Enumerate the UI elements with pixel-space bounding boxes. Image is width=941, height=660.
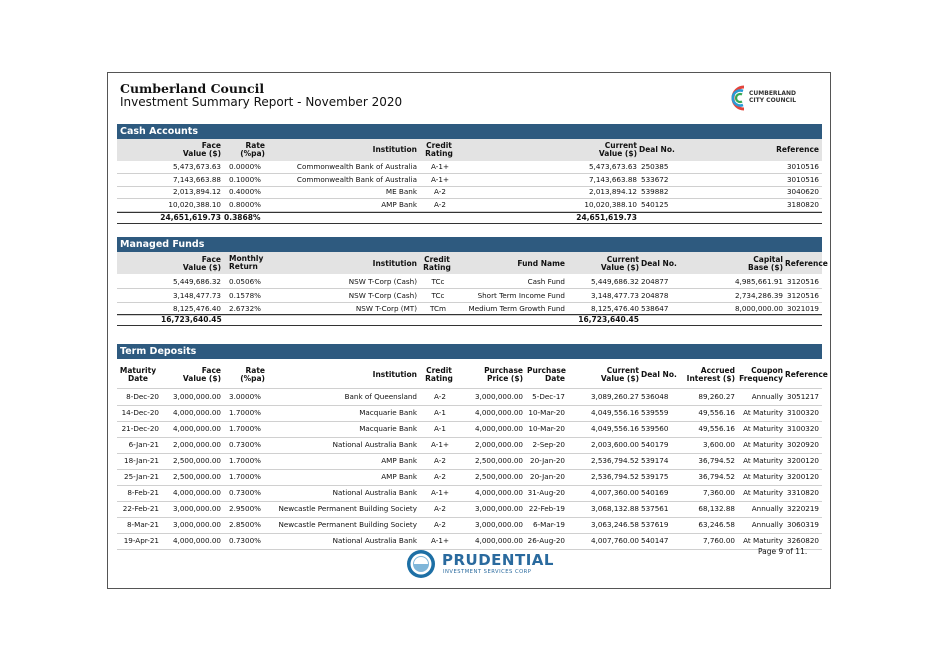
term-purchase-price: 3,000,000.00 xyxy=(474,520,523,529)
council-logo xyxy=(727,81,807,115)
term-coupon-frequency: At Maturity xyxy=(743,472,783,481)
term-institution: Bank of Queensland xyxy=(344,392,417,401)
term-purchase-date: 20-Jan-20 xyxy=(530,456,565,465)
term-purchase-price: 2,000,000.00 xyxy=(474,440,523,449)
term-face-value: 3,000,000.00 xyxy=(172,392,221,401)
term-deal-no: 539560 xyxy=(641,424,669,433)
term-maturity-date: 25-Jan-21 xyxy=(124,472,159,481)
term-current-value: 4,049,556.16 xyxy=(590,424,639,433)
term-accrued-interest: 36,794.52 xyxy=(698,472,735,481)
term-purchase-date: 10-Mar-20 xyxy=(528,408,565,417)
term-current-value: 4,007,760.00 xyxy=(590,536,639,545)
term-maturity-date: 8-Dec-20 xyxy=(126,392,159,401)
term-reference: 3020920 xyxy=(787,440,820,449)
managed-capital-base: 8,000,000.00 xyxy=(734,304,783,313)
term-purchase-price: 2,500,000.00 xyxy=(474,472,523,481)
term-credit-rating: A-2 xyxy=(434,472,446,481)
term-deal-no: 540147 xyxy=(641,536,669,545)
term-institution: AMP Bank xyxy=(381,472,417,481)
col-credit-rating: Credit Rating xyxy=(423,255,451,272)
cash-rate: 0.1000% xyxy=(229,174,261,184)
managed-institution: NSW T-Corp (Cash) xyxy=(348,277,417,286)
cash-current-value: 10,020,388.10 xyxy=(584,199,637,209)
cash-rate: 0.4000% xyxy=(229,187,261,196)
term-credit-rating: A-1+ xyxy=(431,440,449,449)
managed-monthly-return: 2.6732% xyxy=(229,304,261,313)
term-reference: 3260820 xyxy=(787,536,820,545)
cash-total-face: 24,651,619.73 xyxy=(160,213,221,222)
term-row xyxy=(117,421,822,438)
report-page xyxy=(107,72,831,589)
col-institution: Institution xyxy=(372,370,417,379)
term-face-value: 4,000,000.00 xyxy=(172,424,221,433)
term-face-value: 2,500,000.00 xyxy=(172,472,221,481)
cash-row xyxy=(117,161,822,174)
cash-institution: AMP Bank xyxy=(381,199,417,209)
term-deal-no: 540169 xyxy=(641,488,669,497)
col-face-value: Face Value ($) xyxy=(182,366,221,383)
term-coupon-frequency: At Maturity xyxy=(743,456,783,465)
term-institution: National Australia Bank xyxy=(332,536,417,545)
term-deal-no: 536048 xyxy=(641,392,669,401)
term-reference: 3051217 xyxy=(787,392,820,401)
term-deal-no: 540179 xyxy=(641,440,669,449)
cash-deal-no: 540125 xyxy=(641,199,669,209)
term-reference: 3100320 xyxy=(787,424,820,433)
col-institution: Institution xyxy=(372,259,417,268)
prudential-logo-icon xyxy=(405,548,437,580)
cash-accounts-header: Cash Accounts xyxy=(117,124,822,139)
term-reference: 3200120 xyxy=(787,472,820,481)
term-row xyxy=(117,389,822,406)
term-row xyxy=(117,437,822,454)
term-institution: Macquarie Bank xyxy=(359,408,417,417)
col-current-value: Current Value ($) xyxy=(600,366,639,383)
managed-reference: 3120516 xyxy=(787,277,820,286)
cash-current-value: 7,143,663.88 xyxy=(588,174,637,184)
col-coupon-frequency: Coupon Frequency xyxy=(739,366,783,383)
managed-institution: NSW T-Corp (Cash) xyxy=(348,290,417,300)
managed-deal-no: 204878 xyxy=(641,290,669,300)
term-institution: Newcastle Permanent Building Society xyxy=(278,520,417,529)
cash-reference: 3010516 xyxy=(786,174,819,184)
managed-current-value: 8,125,476.40 xyxy=(590,304,639,313)
term-row xyxy=(117,469,822,486)
cash-rate: 0.8000% xyxy=(229,199,261,209)
managed-current-value: 3,148,477.73 xyxy=(590,290,639,300)
term-deal-no: 537619 xyxy=(641,520,669,529)
col-face-value: Face Value ($) xyxy=(182,255,221,272)
term-rate: 2.8500% xyxy=(229,520,261,529)
cash-reference: 3010516 xyxy=(786,162,819,171)
term-purchase-price: 4,000,000.00 xyxy=(474,408,523,417)
prudential-brand: PRUDENTIAL xyxy=(442,551,554,569)
managed-funds-header: Managed Funds xyxy=(117,237,822,252)
term-institution: AMP Bank xyxy=(381,456,417,465)
term-accrued-interest: 49,556.16 xyxy=(698,424,735,433)
term-accrued-interest: 89,260.27 xyxy=(698,392,735,401)
term-deal-no: 539559 xyxy=(641,408,669,417)
col-deal-no: Deal No. xyxy=(641,259,677,268)
term-credit-rating: A-2 xyxy=(434,520,446,529)
managed-face-value: 5,449,686.32 xyxy=(172,277,221,286)
cash-rate: 0.0000% xyxy=(229,162,261,171)
term-credit-rating: A-1 xyxy=(434,424,446,433)
cash-credit-rating: A-1+ xyxy=(431,174,449,184)
col-reference: Reference xyxy=(785,370,828,379)
term-current-value: 3,068,132.88 xyxy=(590,504,639,513)
term-coupon-frequency: At Maturity xyxy=(743,440,783,449)
term-row xyxy=(117,405,822,422)
cash-deal-no: 250385 xyxy=(641,162,669,171)
term-face-value: 4,000,000.00 xyxy=(172,536,221,545)
term-current-value: 4,007,360.00 xyxy=(590,488,639,497)
managed-deal-no: 204877 xyxy=(641,277,669,286)
cash-total-current: 24,651,619.73 xyxy=(576,213,637,222)
term-purchase-price: 4,000,000.00 xyxy=(474,424,523,433)
term-rate: 1.7000% xyxy=(229,408,261,417)
term-credit-rating: A-2 xyxy=(434,504,446,513)
col-maturity-date: Maturity Date xyxy=(119,366,157,383)
col-institution: Institution xyxy=(372,145,417,154)
term-face-value: 2,500,000.00 xyxy=(172,456,221,465)
managed-fund-name: Medium Term Growth Fund xyxy=(468,304,565,313)
term-purchase-price: 2,500,000.00 xyxy=(474,456,523,465)
term-row xyxy=(117,453,822,470)
term-maturity-date: 14-Dec-20 xyxy=(121,408,159,417)
cash-reference: 3180820 xyxy=(786,199,819,209)
managed-reference: 3120516 xyxy=(787,290,820,300)
term-current-value: 2,003,600.00 xyxy=(590,440,639,449)
term-face-value: 3,000,000.00 xyxy=(172,504,221,513)
term-institution: Newcastle Permanent Building Society xyxy=(278,504,417,513)
col-capital-base: Capital Base ($) xyxy=(747,255,783,272)
cash-institution: Commonwealth Bank of Australia xyxy=(296,174,417,184)
cash-face-value: 10,020,388.10 xyxy=(168,199,221,209)
term-rate: 3.0000% xyxy=(229,392,261,401)
term-accrued-interest: 49,556.16 xyxy=(698,408,735,417)
col-credit-rating: Credit Rating xyxy=(425,366,453,383)
managed-credit-rating: TCc xyxy=(431,277,445,286)
cash-deal-no: 533672 xyxy=(641,174,669,184)
col-monthly-return: Monthly Return xyxy=(229,254,264,271)
cash-face-value: 2,013,894.12 xyxy=(172,187,221,196)
col-purchase-date: Purchase Date xyxy=(527,366,566,383)
term-deposits-header: Term Deposits xyxy=(117,344,822,359)
term-current-value: 3,063,246.58 xyxy=(590,520,639,529)
col-face-value: Face Value ($) xyxy=(182,141,221,158)
col-purchase-price: Purchase Price ($) xyxy=(484,366,523,383)
term-maturity-date: 19-Apr-21 xyxy=(123,536,159,545)
managed-monthly-return: 0.1578% xyxy=(229,290,261,300)
report-subtitle: Investment Summary Report - November 2020 xyxy=(120,95,403,109)
prudential-brand-sub: INVESTMENT SERVICES CORP xyxy=(443,569,532,575)
managed-face-value: 8,125,476.40 xyxy=(172,304,221,313)
cash-institution: ME Bank xyxy=(385,187,417,196)
term-purchase-date: 6-Mar-19 xyxy=(532,520,565,529)
term-maturity-date: 21-Dec-20 xyxy=(121,424,159,433)
managed-deal-no: 538647 xyxy=(641,304,669,313)
logo-text-line2: CITY COUNCIL xyxy=(749,97,797,104)
managed-current-value: 5,449,686.32 xyxy=(590,277,639,286)
logo-text-line1: CUMBERLAND xyxy=(749,90,797,97)
term-current-value: 4,049,556.16 xyxy=(590,408,639,417)
term-purchase-date: 10-Mar-20 xyxy=(528,424,565,433)
term-coupon-frequency: Annually xyxy=(751,504,783,513)
managed-institution: NSW T-Corp (MT) xyxy=(355,304,417,313)
cash-total-row xyxy=(117,212,822,224)
term-accrued-interest: 7,360.00 xyxy=(702,488,735,497)
term-rate: 1.7000% xyxy=(229,472,261,481)
term-institution: Macquarie Bank xyxy=(359,424,417,433)
term-current-value: 3,089,260.27 xyxy=(590,392,639,401)
term-purchase-price: 4,000,000.00 xyxy=(474,536,523,545)
term-institution: National Australia Bank xyxy=(332,488,417,497)
term-purchase-date: 5-Dec-17 xyxy=(532,392,565,401)
managed-total-face: 16,723,640.45 xyxy=(161,315,222,324)
term-coupon-frequency: At Maturity xyxy=(743,408,783,417)
col-accrued-interest: Accrued Interest ($) xyxy=(686,366,735,383)
term-row xyxy=(117,517,822,534)
term-credit-rating: A-1+ xyxy=(431,488,449,497)
term-maturity-date: 22-Feb-21 xyxy=(122,504,159,513)
term-accrued-interest: 3,600.00 xyxy=(702,440,735,449)
term-maturity-date: 18-Jan-21 xyxy=(124,456,159,465)
term-coupon-frequency: At Maturity xyxy=(743,424,783,433)
term-purchase-date: 20-Jan-20 xyxy=(530,472,565,481)
term-coupon-frequency: Annually xyxy=(751,520,783,529)
cash-current-value: 5,473,673.63 xyxy=(588,162,637,171)
cash-face-value: 7,143,663.88 xyxy=(172,174,221,184)
term-credit-rating: A-1+ xyxy=(431,536,449,545)
col-rate: Rate (%pa) xyxy=(240,141,265,158)
col-current-value: Current Value ($) xyxy=(598,141,637,158)
term-accrued-interest: 36,794.52 xyxy=(698,456,735,465)
term-rate: 1.7000% xyxy=(229,424,261,433)
managed-total-current: 16,723,640.45 xyxy=(578,315,639,324)
term-rate: 0.7300% xyxy=(229,440,261,449)
cash-row xyxy=(117,186,822,199)
cash-credit-rating: A-2 xyxy=(434,187,446,196)
term-purchase-price: 3,000,000.00 xyxy=(474,504,523,513)
term-deal-no: 537561 xyxy=(641,504,669,513)
term-rate: 0.7300% xyxy=(229,536,261,545)
term-deal-no: 539175 xyxy=(641,472,669,481)
managed-table-header xyxy=(117,252,828,274)
term-rate: 2.9500% xyxy=(229,504,261,513)
term-rate: 0.7300% xyxy=(229,488,261,497)
term-reference: 3200120 xyxy=(787,456,820,465)
report-title: Cumberland Council xyxy=(120,81,265,96)
term-accrued-interest: 68,132.88 xyxy=(698,504,735,513)
cash-credit-rating: A-2 xyxy=(434,199,446,209)
managed-row xyxy=(117,289,822,303)
term-coupon-frequency: At Maturity xyxy=(743,488,783,497)
term-face-value: 2,000,000.00 xyxy=(172,440,221,449)
term-current-value: 2,536,794.52 xyxy=(590,472,639,481)
term-reference: 3220219 xyxy=(787,504,820,513)
term-purchase-date: 26-Aug-20 xyxy=(527,536,565,545)
cash-total-rate: 0.3868% xyxy=(224,213,261,222)
term-institution: National Australia Bank xyxy=(332,440,417,449)
cash-row xyxy=(117,174,822,187)
term-reference: 3060319 xyxy=(787,520,820,529)
term-reference: 3310820 xyxy=(787,488,820,497)
term-face-value: 4,000,000.00 xyxy=(172,408,221,417)
term-credit-rating: A-2 xyxy=(434,392,446,401)
term-current-value: 2,536,794.52 xyxy=(590,456,639,465)
managed-capital-base: 2,734,286.39 xyxy=(734,290,783,300)
cash-credit-rating: A-1+ xyxy=(431,162,449,171)
cash-current-value: 2,013,894.12 xyxy=(588,187,637,196)
term-accrued-interest: 63,246.58 xyxy=(698,520,735,529)
term-maturity-date: 6-Jan-21 xyxy=(128,440,159,449)
cash-deal-no: 539882 xyxy=(641,187,669,196)
managed-capital-base: 4,985,661.91 xyxy=(734,277,783,286)
term-purchase-price: 4,000,000.00 xyxy=(474,488,523,497)
term-purchase-date: 22-Feb-19 xyxy=(528,504,565,513)
managed-total-row xyxy=(117,314,822,326)
col-deal-no: Deal No. xyxy=(639,145,675,154)
managed-monthly-return: 0.0506% xyxy=(229,277,261,286)
cash-face-value: 5,473,673.63 xyxy=(172,162,221,171)
term-purchase-date: 31-Aug-20 xyxy=(527,488,565,497)
term-reference: 3100320 xyxy=(787,408,820,417)
managed-face-value: 3,148,477.73 xyxy=(172,290,221,300)
cash-table-header xyxy=(117,139,822,161)
col-deal-no: Deal No. xyxy=(641,370,677,379)
term-credit-rating: A-1 xyxy=(434,408,446,417)
page-number: Page 9 of 11. xyxy=(758,547,808,556)
cash-row xyxy=(117,199,822,212)
col-rate: Rate (%pa) xyxy=(240,366,265,383)
term-maturity-date: 8-Feb-21 xyxy=(127,488,159,497)
term-maturity-date: 8-Mar-21 xyxy=(126,520,159,529)
managed-credit-rating: TCc xyxy=(431,290,445,300)
term-row xyxy=(117,501,822,518)
term-coupon-frequency: Annually xyxy=(751,392,783,401)
term-purchase-date: 2-Sep-20 xyxy=(532,440,565,449)
term-table-header xyxy=(117,359,828,389)
managed-credit-rating: TCm xyxy=(430,304,446,313)
managed-fund-name: Short Term Income Fund xyxy=(477,290,565,300)
term-face-value: 4,000,000.00 xyxy=(172,488,221,497)
col-current-value: Current Value ($) xyxy=(600,255,639,272)
col-reference: Reference xyxy=(776,145,819,154)
term-purchase-price: 3,000,000.00 xyxy=(474,392,523,401)
managed-fund-name: Cash Fund xyxy=(527,277,565,286)
managed-reference: 3021019 xyxy=(787,304,820,313)
col-reference: Reference xyxy=(785,259,828,268)
managed-row xyxy=(117,275,822,289)
term-row xyxy=(117,485,822,502)
term-face-value: 3,000,000.00 xyxy=(172,520,221,529)
term-rate: 1.7000% xyxy=(229,456,261,465)
cash-institution: Commonwealth Bank of Australia xyxy=(296,162,417,171)
term-coupon-frequency: At Maturity xyxy=(743,536,783,545)
col-credit-rating: Credit Rating xyxy=(425,141,453,158)
council-logo-icon xyxy=(727,83,749,113)
prudential-logo xyxy=(405,548,554,582)
col-fund-name: Fund Name xyxy=(517,259,565,268)
cash-reference: 3040620 xyxy=(786,187,819,196)
term-credit-rating: A-2 xyxy=(434,456,446,465)
term-accrued-interest: 7,760.00 xyxy=(702,536,735,545)
term-deal-no: 539174 xyxy=(641,456,669,465)
